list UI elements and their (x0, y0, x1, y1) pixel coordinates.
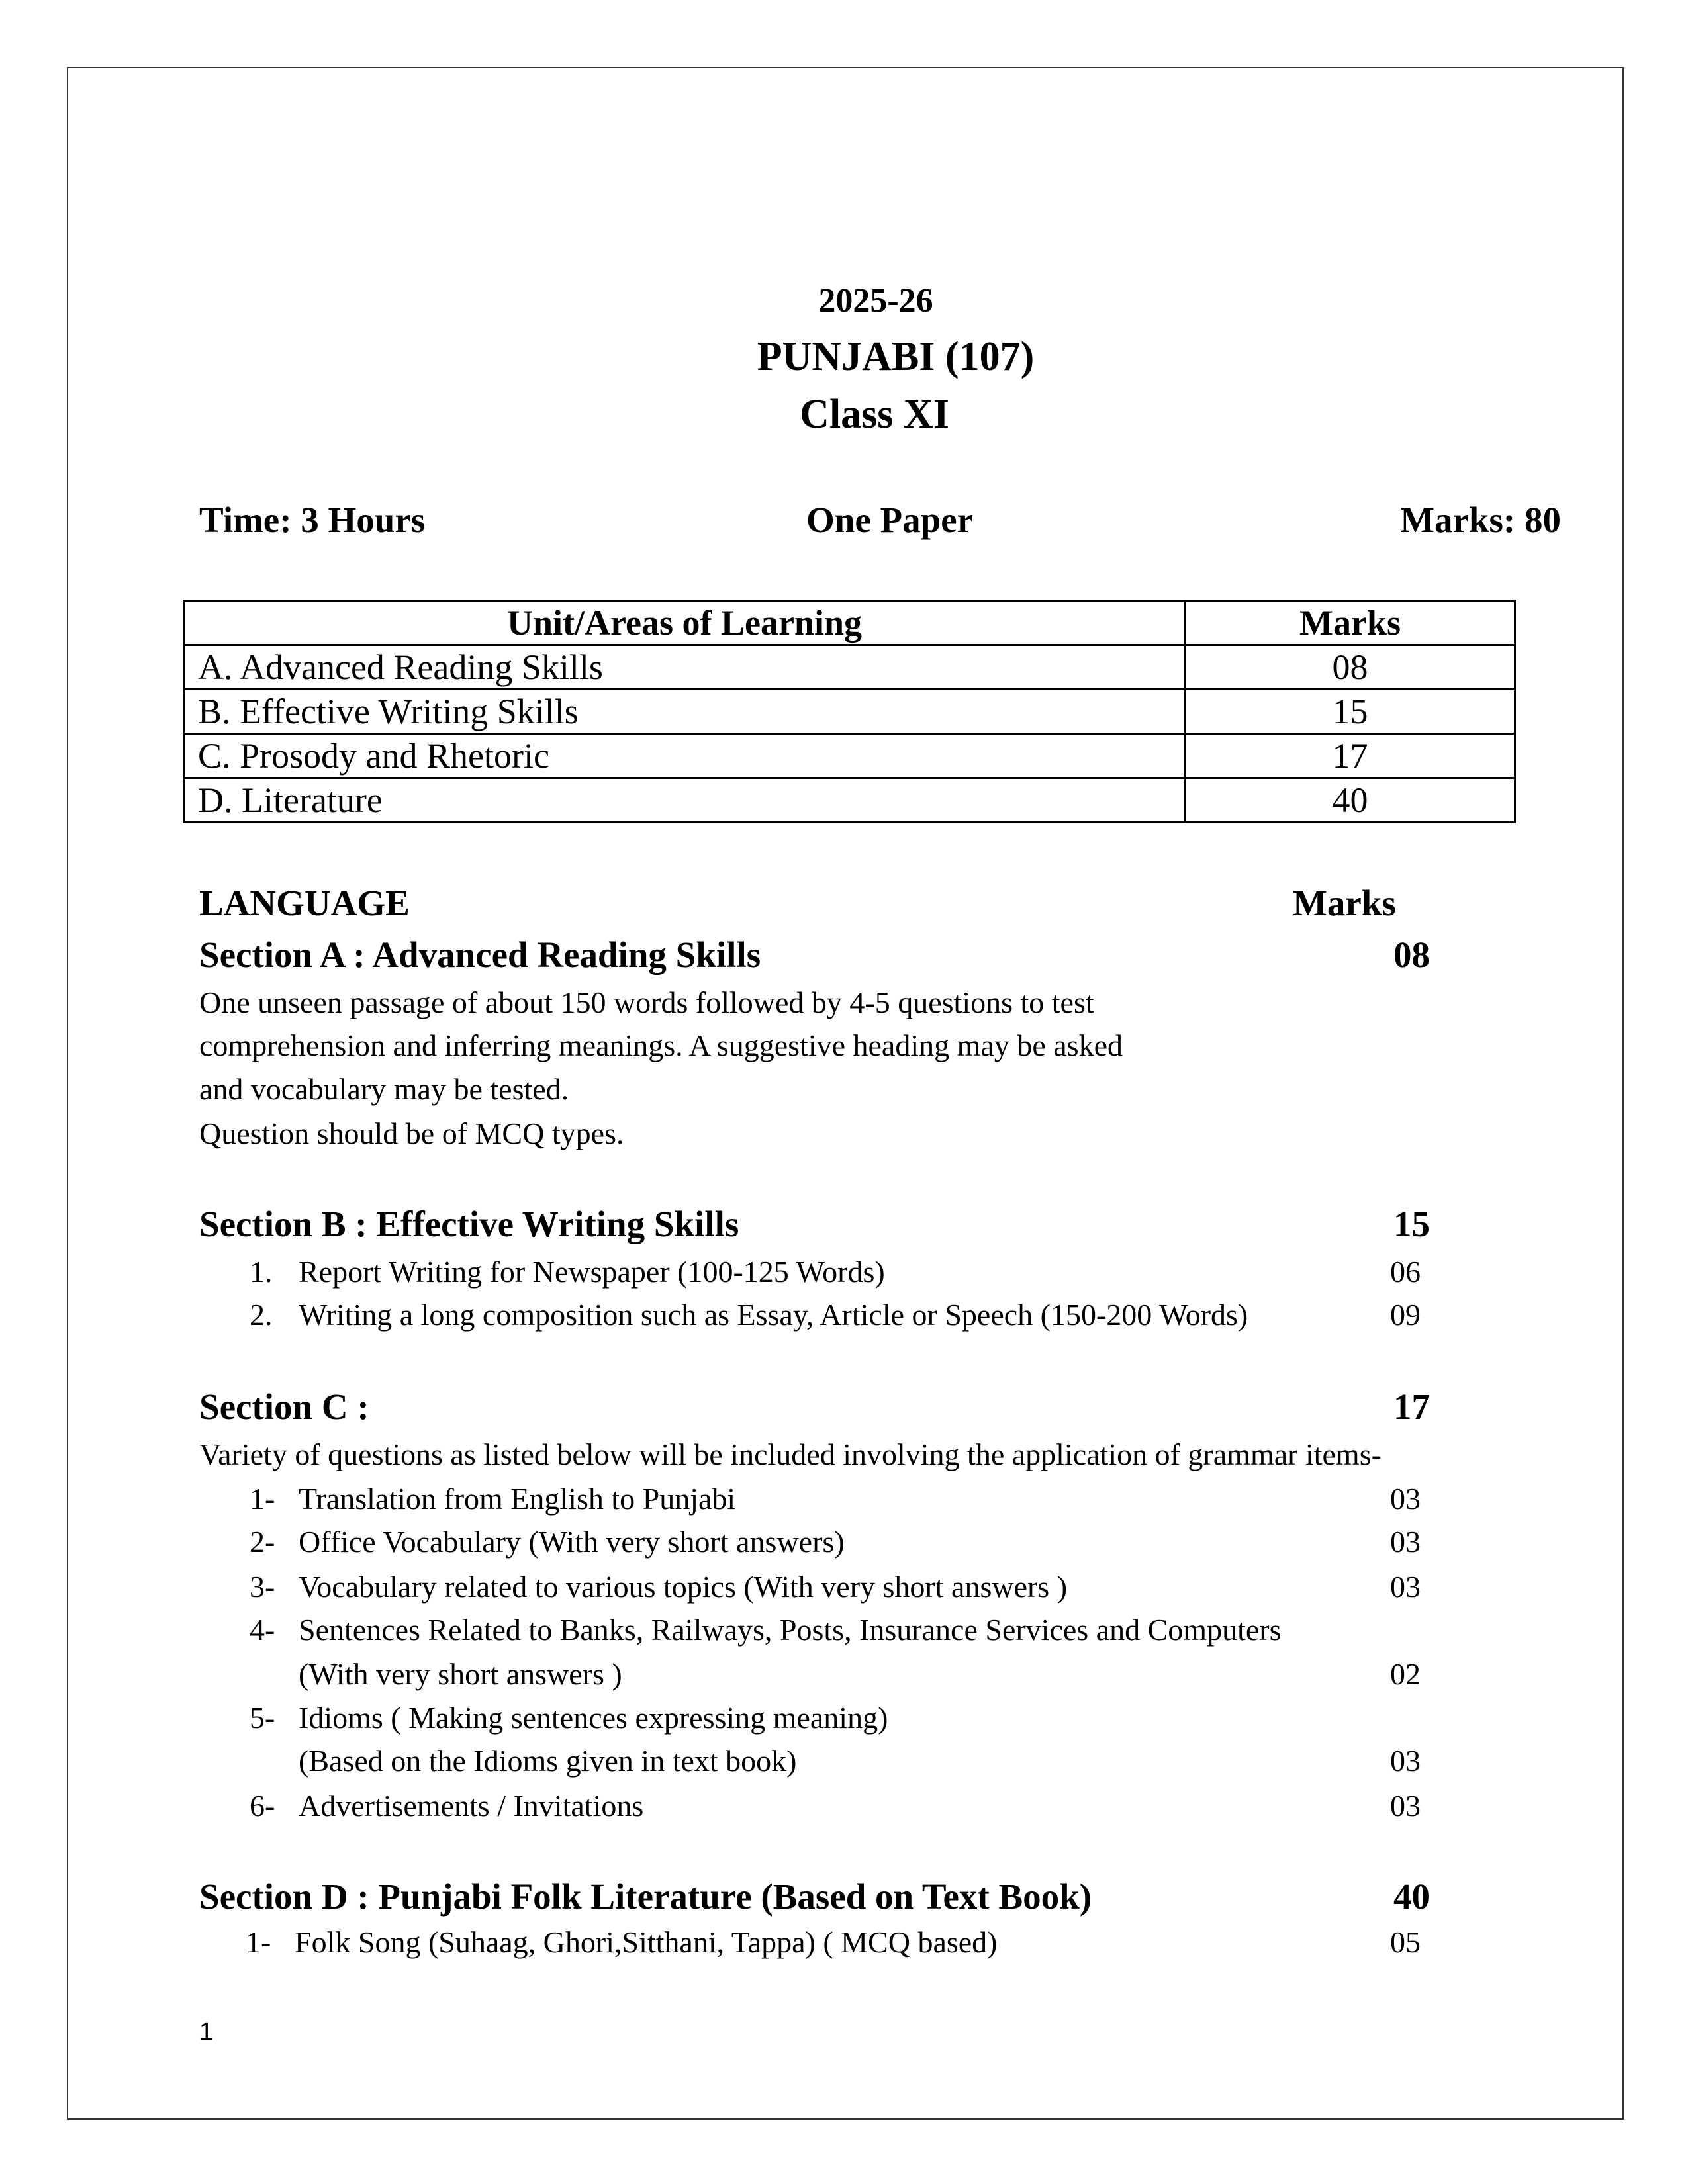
list-item-text: Report Writing for Newspaper (100-125 Words) (299, 1255, 885, 1289)
section-c-intro: Variety of questions as listed below will be included involving the application of grammar items- (199, 1437, 1382, 1471)
unit-cell: D. Literature (184, 778, 1186, 823)
list-item-marks: 05 (1390, 1925, 1421, 1959)
list-item-text-continued: (With very short answers ) (299, 1657, 622, 1691)
list-item-number: 6- (250, 1789, 275, 1823)
list-item-number: 5- (250, 1701, 275, 1735)
unit-cell: A. Advanced Reading Skills (184, 645, 1186, 690)
list-item-text: Folk Song (Suhaag, Ghori,Sitthani, Tappa) ( MCQ based) (295, 1925, 998, 1959)
list-item-text: Vocabulary related to various topics (With very short answers ) (299, 1570, 1068, 1604)
list-item-number: 1- (250, 1482, 275, 1516)
section-a-title: Section A : Advanced Reading Skills (199, 934, 761, 975)
list-item-text: Writing a long composition such as Essay, Article or Speech (150-200 Words) (299, 1298, 1248, 1332)
marks-distribution-table (183, 600, 1516, 823)
list-item-number: 2. (250, 1298, 273, 1332)
marks-column-header: Marks (1186, 601, 1515, 645)
table-row (184, 690, 1515, 734)
section-b-title: Section B : Effective Writing Skills (199, 1204, 739, 1244)
marks-cell: 15 (1186, 690, 1515, 734)
marks-cell: 08 (1186, 645, 1515, 690)
list-item-marks: 03 (1390, 1525, 1421, 1559)
marks-cell: 17 (1186, 734, 1515, 778)
paper-label: One Paper (806, 500, 974, 540)
class-title: Class XI (800, 392, 949, 437)
section-c-title: Section C : (199, 1387, 369, 1427)
section-b-marks: 15 (1393, 1204, 1430, 1244)
list-item-text: Sentences Related to Banks, Railways, Posts, Insurance Services and Computers (299, 1613, 1282, 1647)
total-marks-label: Marks: 80 (1400, 500, 1561, 540)
list-item-marks: 03 (1390, 1570, 1421, 1604)
list-item-marks: 09 (1390, 1298, 1421, 1332)
marks-cell: 40 (1186, 778, 1515, 823)
section-c-marks: 17 (1393, 1387, 1430, 1427)
language-heading: LANGUAGE (199, 883, 410, 923)
list-item-number: 4- (250, 1613, 275, 1647)
list-item-marks: 03 (1390, 1744, 1421, 1778)
time-label: Time: 3 Hours (199, 500, 426, 540)
list-item-text-continued: (Based on the Idioms given in text book) (299, 1744, 797, 1778)
table-row (184, 645, 1515, 690)
page-number: 1 (199, 2018, 214, 2046)
list-item-text: Office Vocabulary (With very short answers) (299, 1525, 845, 1559)
unit-column-header: Unit/Areas of Learning (184, 601, 1186, 645)
marks-heading: Marks (1293, 883, 1396, 923)
section-d-title: Section D : Punjabi Folk Literature (Based on Text Book) (199, 1876, 1092, 1917)
section-a-text: and vocabulary may be tested. (199, 1072, 569, 1106)
list-item-number: 1. (250, 1255, 273, 1289)
section-d-marks: 40 (1393, 1876, 1430, 1917)
table-row (184, 778, 1515, 823)
table-row (184, 734, 1515, 778)
list-item-marks: 06 (1390, 1255, 1421, 1289)
section-a-marks: 08 (1393, 934, 1430, 975)
list-item-marks: 03 (1390, 1789, 1421, 1823)
list-item-text: Translation from English to Punjabi (299, 1482, 736, 1516)
table-header-row (184, 601, 1515, 645)
section-a-text: One unseen passage of about 150 words followed by 4-5 questions to test (199, 985, 1094, 1019)
unit-cell: B. Effective Writing Skills (184, 690, 1186, 734)
subject-title: PUNJABI (107) (757, 334, 1035, 379)
section-a-text: comprehension and inferring meanings. A suggestive heading may be asked (199, 1028, 1123, 1062)
list-item-marks: 02 (1390, 1657, 1421, 1691)
section-a-text: Question should be of MCQ types. (199, 1116, 624, 1150)
list-item-text: Advertisements / Invitations (299, 1789, 644, 1823)
list-item-number: 2- (250, 1525, 275, 1559)
list-item-text: Idioms ( Making sentences expressing meaning) (299, 1701, 888, 1735)
list-item-marks: 03 (1390, 1482, 1421, 1516)
unit-cell: C. Prosody and Rhetoric (184, 734, 1186, 778)
academic-year: 2025-26 (818, 282, 933, 320)
list-item-number: 1- (246, 1925, 271, 1959)
list-item-number: 3- (250, 1570, 275, 1604)
